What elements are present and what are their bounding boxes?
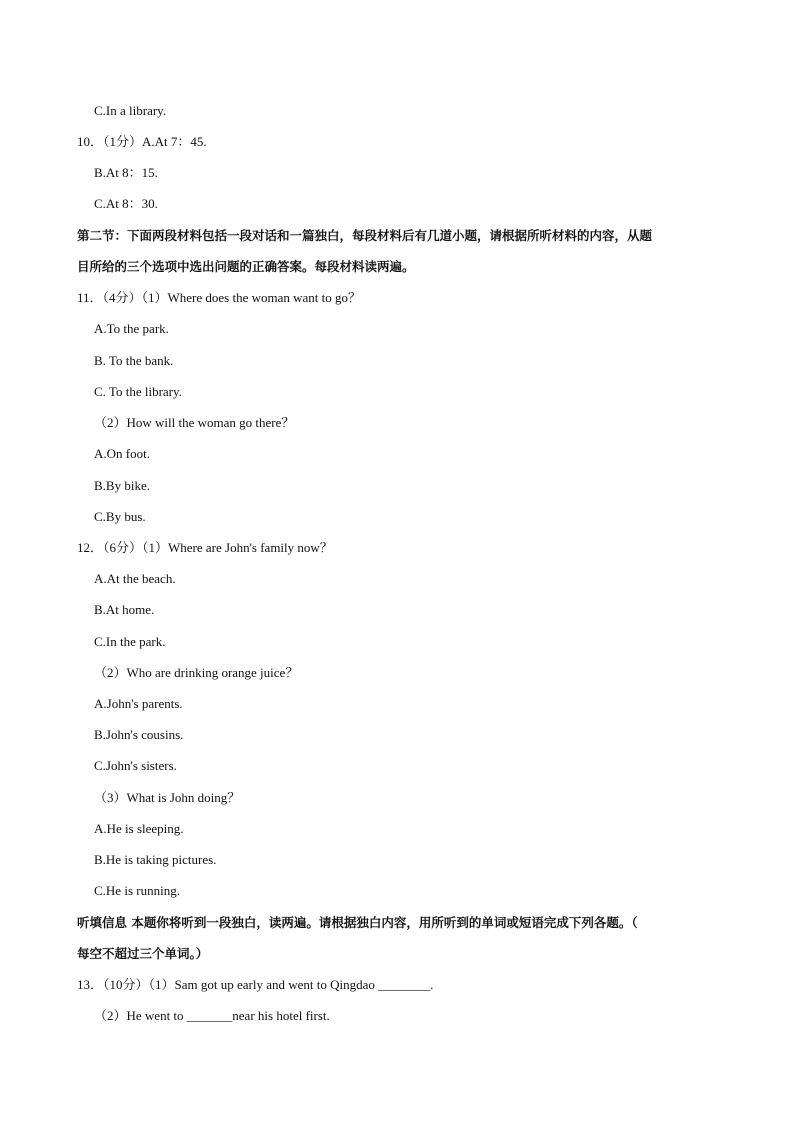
q12-2-stem: （2）Who are drinking orange juice？ [94,665,299,680]
q11-2-option-b: B.By bike. [94,478,150,493]
q12-1-option-a: A.At the beach. [94,571,176,586]
q11-2-option-a: A.On foot. [94,446,150,461]
q12-1-option-c: C.In the park. [94,634,166,649]
section-fill-in-instructions-line1: 听填信息 本题你将听到一段独白，读两遍。请根据独白内容，用所听到的单词或短语完成下列各题。（ [77,915,638,930]
q9-option-c: C.In a library. [94,103,167,118]
q11-1-option-a: A.To the park. [94,321,169,336]
q12-2-option-a: A.John's parents. [94,696,183,711]
q12-1-option-b: B.At home. [94,602,155,617]
q11-1-option-b: B. To the bank. [94,353,174,368]
q12-3-option-a: A.He is sleeping. [94,821,184,836]
q10-option-b: B.At 8：15. [94,165,158,180]
q11-2-option-c: C.By bus. [94,509,146,524]
q11-2-stem: （2）How will the woman go there？ [94,415,295,430]
q12-2-option-b: B.John's cousins. [94,727,184,742]
q13-1-stem: 13．（10分）（1）Sam got up early and went to Qingdao ________. [77,977,434,992]
q12-3-stem: （3）What is John doing？ [94,790,241,805]
section2-instructions-line1: 第二节：下面两段材料包括一段对话和一篇独白，每段材料后有几道小题，请根据所听材料的内容，从题 [77,228,653,243]
q11-stem: 11．（4分）（1）Where does the woman want to go？ [77,290,362,305]
q13-2-stem: （2）He went to _______near his hotel first. [94,1008,330,1023]
section2-instructions-line2: 目所给的三个选项中选出问题的正确答案。每段材料读两遍。 [77,259,415,274]
q12-3-option-c: C.He is running. [94,883,180,898]
q12-stem: 12．（6分）（1）Where are John's family now？ [77,540,333,555]
q12-3-option-b: B.He is taking pictures. [94,852,217,867]
q10-option-c: C.At 8：30. [94,196,158,211]
q12-2-option-c: C.John's sisters. [94,758,177,773]
section-fill-in-instructions-line2: 每空不超过三个单词。） [77,946,209,961]
q10-stem-option-a: 10．（1分）A.At 7：45. [77,134,207,149]
q11-1-option-c: C. To the library. [94,384,182,399]
